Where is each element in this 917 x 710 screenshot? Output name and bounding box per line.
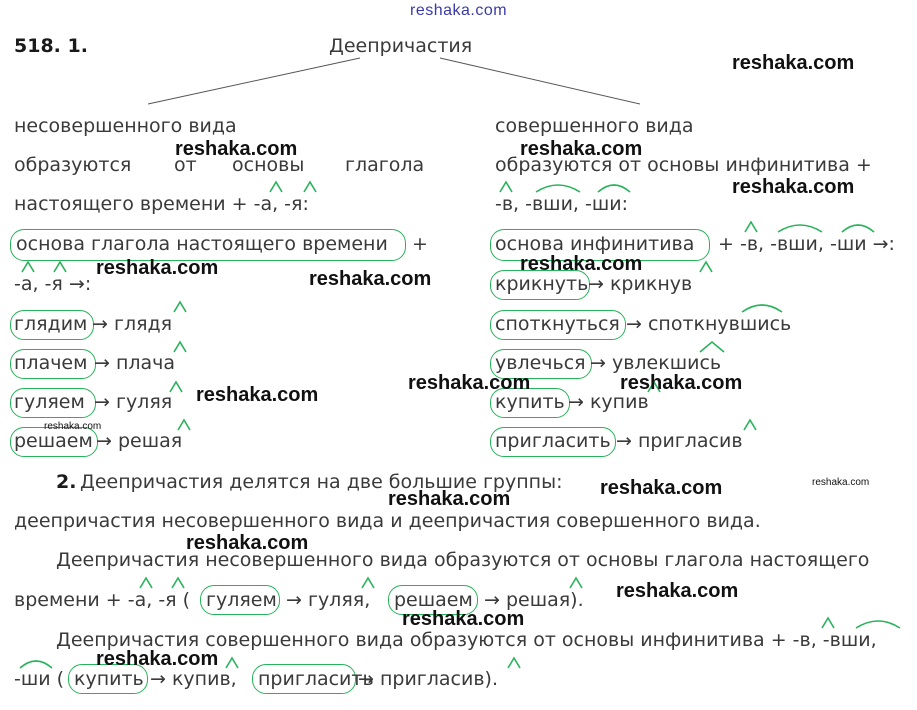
watermark: reshaka.com: [96, 648, 219, 670]
example-result: → купив: [568, 391, 649, 413]
paragraph-line: Деепричастия совершенного вида образуются от основы инфинитива + -в, -вши,: [56, 629, 877, 651]
left-heading: несовершенного вида: [14, 115, 237, 137]
watermark-small: reshaka.com: [44, 421, 102, 432]
example-base: плачем: [14, 352, 88, 374]
suffix-mark: [140, 578, 152, 588]
watermark: reshaka.com: [96, 257, 219, 279]
example-result: → крикнув: [588, 273, 693, 295]
suffix-mark: [598, 185, 630, 192]
left-rule-suffix: -а, -я →:: [14, 273, 92, 295]
left-text-line: настоящего времени + -а, -я:: [14, 193, 309, 215]
watermark: reshaka.com: [520, 138, 643, 160]
paragraph-fragment: → купив,: [150, 668, 237, 690]
top-watermark: reshaka.com: [410, 2, 508, 19]
left-text-word: от: [174, 154, 197, 176]
left-text-word: основы: [232, 154, 305, 176]
watermark: reshaka.com: [388, 488, 511, 510]
paragraph-fragment: → гуляя,: [286, 589, 371, 611]
example-base: решаем: [14, 430, 93, 452]
watermark: reshaka.com: [408, 372, 531, 394]
paragraph-line: Деепричастия делятся на две большие группы:: [80, 471, 563, 493]
example-base: споткнуться: [495, 313, 620, 335]
suffix-mark: [270, 182, 282, 192]
example-base: увлечься: [495, 352, 586, 374]
right-text-line: образуются от основы инфинитива +: [495, 154, 872, 176]
paragraph-fragment: пригласить: [258, 668, 374, 690]
part-number: 2.: [56, 471, 77, 493]
branch-line-right: [440, 58, 640, 104]
watermark: reshaka.com: [175, 138, 298, 160]
suffix-mark: [174, 342, 186, 352]
suffix-mark: [744, 420, 756, 430]
watermark: reshaka.com: [616, 580, 739, 602]
watermark: reshaka.com: [732, 176, 855, 198]
watermark: reshaka.com: [402, 608, 525, 630]
suffix-mark: [745, 222, 757, 232]
example-base: глядим: [14, 313, 88, 335]
paragraph-fragment: решаем: [394, 589, 473, 611]
paragraph-fragment: → решая).: [484, 589, 584, 611]
paragraph-fragment: -ши (: [14, 668, 65, 690]
exercise-number: 518. 1.: [14, 35, 88, 57]
example-result: → плача: [94, 352, 176, 374]
example-base: крикнуть: [495, 273, 589, 295]
suffix-mark: [362, 578, 374, 588]
suffix-mark: [742, 305, 782, 312]
example-result: → пригласив: [616, 430, 743, 452]
example-base: купить: [495, 391, 565, 413]
right-text-line: -в, -вши, -ши:: [495, 193, 628, 215]
watermark-small: reshaka.com: [812, 477, 870, 488]
suffix-mark: [536, 185, 580, 192]
left-rule-plus: +: [412, 233, 428, 255]
suffix-mark: [172, 578, 184, 588]
watermark: reshaka.com: [309, 268, 432, 290]
example-result: → гуляя: [94, 391, 173, 413]
suffix-mark: [700, 262, 712, 272]
suffix-mark: [842, 225, 874, 232]
paragraph-fragment: гуляем: [206, 589, 277, 611]
watermark: reshaka.com: [732, 52, 855, 74]
left-rule: основа глагола настоящего времени: [16, 233, 388, 255]
right-rule-tail: + -в, -вши, -ши →:: [718, 233, 895, 255]
paragraph-line: деепричастия несовершенного вида и деепричастия совершенного вида.: [14, 510, 761, 532]
suffix-mark: [174, 302, 186, 312]
watermark: reshaka.com: [186, 532, 309, 554]
suffix-mark: [508, 658, 520, 668]
example-result: → увлекшись: [590, 352, 722, 374]
right-rule: основа инфинитива: [495, 233, 695, 255]
paragraph-fragment: времени + -а, -я (: [14, 589, 191, 611]
watermark: reshaka.com: [196, 384, 319, 406]
page-title: Деепричастия: [329, 35, 473, 57]
paragraph-fragment: → пригласив).: [358, 668, 499, 690]
paragraph-fragment: купить: [74, 668, 144, 690]
suffix-mark: [822, 618, 834, 628]
branch-line-left: [148, 58, 360, 104]
example-result: → глядя: [92, 313, 173, 335]
watermark: reshaka.com: [520, 253, 643, 275]
suffix-mark: [570, 578, 582, 588]
suffix-mark: [54, 262, 66, 272]
watermark: reshaka.com: [620, 372, 743, 394]
example-base: пригласить: [495, 430, 611, 452]
watermark: reshaka.com: [600, 477, 723, 499]
example-result: → споткнувшись: [626, 313, 792, 335]
suffix-mark: [500, 182, 512, 192]
left-text-word: образуются: [14, 154, 132, 176]
suffix-mark: [22, 262, 34, 272]
example-base: гуляем: [14, 391, 85, 413]
suffix-mark: [304, 182, 316, 192]
suffix-mark: [856, 621, 900, 628]
example-result: → решая: [96, 430, 183, 452]
suffix-mark: [778, 225, 822, 232]
right-heading: совершенного вида: [495, 115, 694, 137]
left-text-word: глагола: [345, 154, 425, 176]
paragraph-line: Деепричастия несовершенного вида образуются от основы глагола настоящего: [56, 549, 870, 571]
